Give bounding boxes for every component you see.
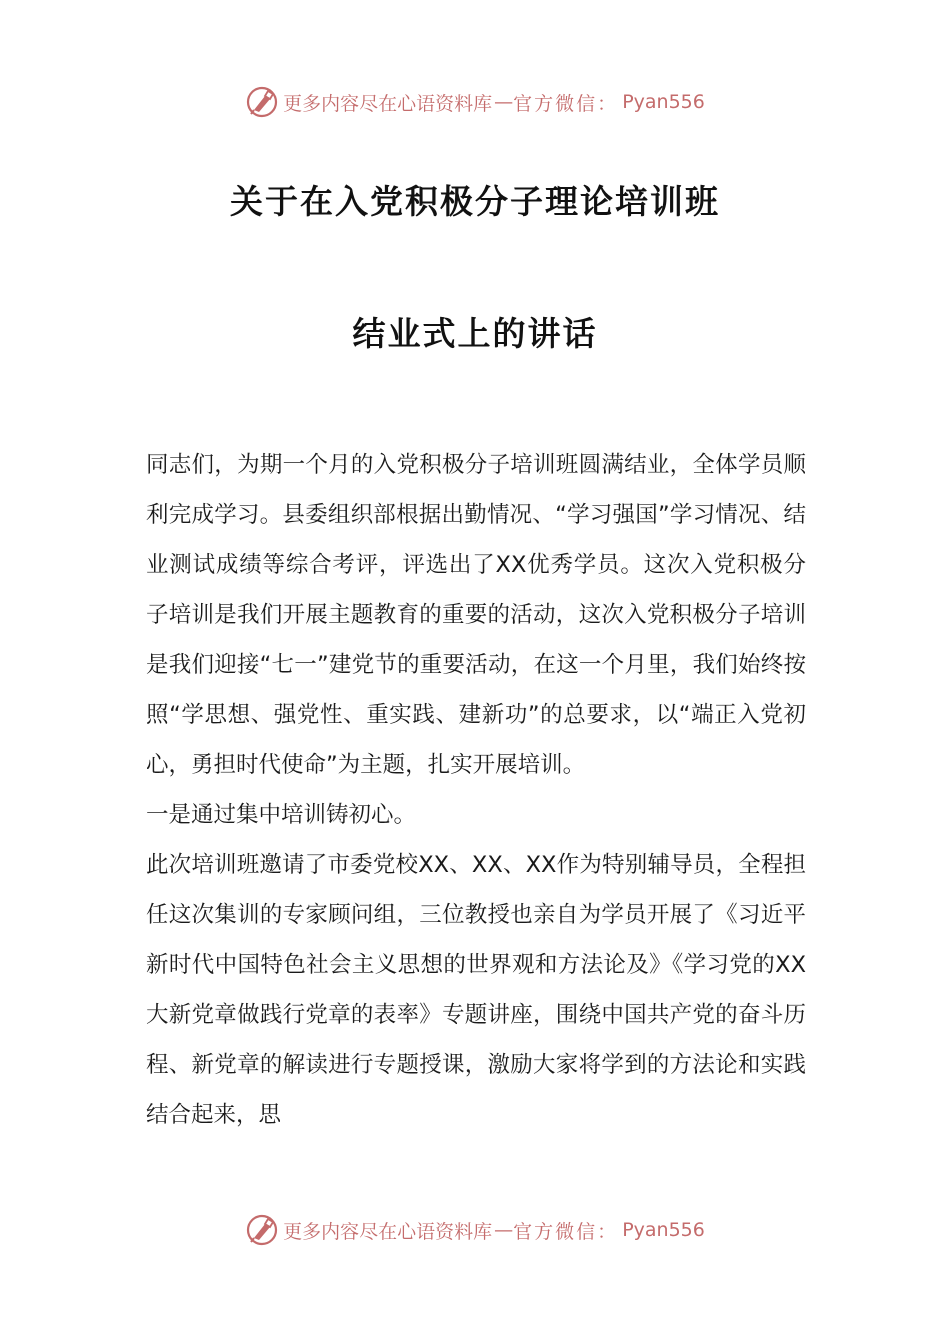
watermark-wechat-label: 官方微信： — [513, 92, 619, 115]
watermark-wechat-id: Pyan556 — [622, 91, 705, 113]
document-title-line-1: 关于在入党积极分子理论培训班 — [230, 182, 720, 221]
document-title-line-2: 结业式上的讲话 — [352, 314, 598, 353]
body-paragraph-training: 此次培训班邀请了市委党校XX、XX、XX作为特别辅导员，全程担任这次集训的专家顾问组，三位教授也亲自为学员开展了《习近平新时代中国特色社会主义思想的世界观和方法论及》《学习党的XX大新党章做践行党章的表率》专题讲座，围绕中国共产党的奋斗历程、新党章的解读进行专题授课，激励大家将学到的方法论和实践结合起来，思 — [146, 852, 806, 1128]
body-paragraph-heading: 一是通过集中培训铸初心。 — [146, 802, 417, 828]
watermark-footer — [0, 1210, 950, 1250]
document-body — [146, 440, 806, 1140]
watermark-wechat-id: Pyan556 — [622, 1219, 705, 1241]
watermark-brand: 更多内容尽在心语资料库 — [283, 92, 493, 115]
watermark-header — [0, 82, 950, 122]
pen-nib-logo-icon — [245, 85, 279, 119]
watermark-separator: — — [494, 91, 512, 113]
watermark-wechat-label: 官方微信： — [513, 1220, 619, 1243]
body-paragraph-intro: 同志们，为期一个月的入党积极分子培训班圆满结业，全体学员顺利完成学习。县委组织部根据出勤情况、“学习强国”学习情况、结业测试成绩等综合考评，评选出了XX优秀学员。这次入党积极分子培训是我们开展主题教育的重要的活动，这次入党积极分子培训是我们迎接“七一”建党节的重要活动，在这一个月里，我们始终按照“学思想、强党性、重实践、建新功”的总要求，以“端正入党初心，勇担时代使命”为主题，扎实开展培训。 — [146, 452, 806, 778]
watermark-brand: 更多内容尽在心语资料库 — [283, 1220, 493, 1243]
watermark-separator: — — [494, 1219, 512, 1241]
pen-nib-logo-icon — [245, 1213, 279, 1247]
